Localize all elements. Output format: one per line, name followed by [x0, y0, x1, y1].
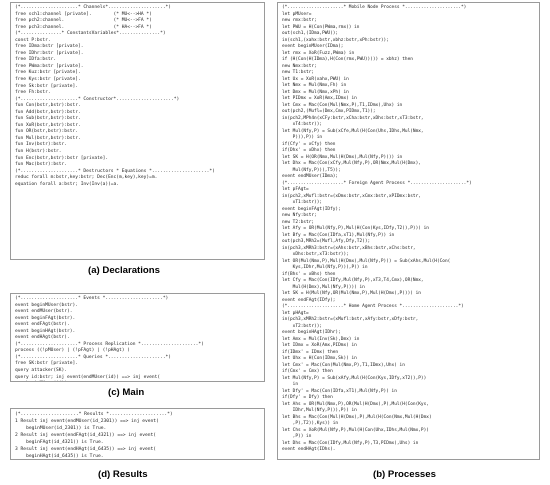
main-panel — [10, 293, 265, 382]
declarations-caption: (a) Declarations — [88, 265, 160, 276]
results-caption: (d) Results — [98, 469, 148, 480]
processes-caption: (b) Processes — [373, 469, 436, 480]
results-panel — [10, 408, 265, 460]
main-caption: (c) Main — [108, 387, 145, 398]
results-code: (*.....................* Results *.....................*) 1 Result inj event(endMUser(id_2301)) ==> inj event( beginMUser(id_2301)) is True. 2 Result inj event(endFAgt(id_4321)) ==> inj event( beginFAgt(id_4321)) is True. 3 Result inj event(endHAgt(id_6435)) ==> inj event( beginHAgt(id_6435)) is True. — [15, 412, 173, 459]
processes-panel — [277, 2, 540, 460]
declarations-panel — [10, 2, 265, 260]
main-code: (*.....................* Events *.....................*) event beginMUser(bstr). event endMUser(bstr). event beginFAgt(bstr). event endFAgt(bstr). event beginHAgt(bstr). event endHAgt(bstr). (*.....................* Process Replication *.....................*) process ((!pMUser) | (!pFAgt) | (!pHAgt) ) (*.....................* Queries *.....................*) free SK:bstr [private]. query attacker(SK). query id:bstr; inj event(endMUser(id)) ==> inj event( — [15, 296, 204, 380]
declarations-code: (*.....................* Channels*.....................*) free sch1:channel [private]. (* MU<-->HA *) free pch2:channel. (* MU<-->FA *) free pch3:channel. (* HA<-->FA *) (*...............* ConstantsVariables*...............*) const P:bstr. free IDma:bstr [private]. free IDhr:bstr [private]. free IDfa:bstr. free PWma:bstr [private]. free Kuz:bstr [private]. free Kys:bstr [private]. free Sk:bstr [private]. free Fh:bstr. (*.....................* Constructor*.....................*) fun Con(bstr,bstr):bstr. fun Add(bstr,bstr):bstr. fun Sub(bstr,bstr):bstr. fun XoR(bstr,bstr):bstr. fun OR(bstr,bstr):bstr. fun Mul(bstr,bstr):bstr. fun Inv(bstr):bstr. fun H(bstr):bstr. fun Enc(bstr,bstr):bstr [private]. fun Mac(bstr):bstr. (*.....................* Destructors * Equations *.....................*) reduc forall m:bstr,key:bstr; Dec(Enc(m,key),key)=m. equation forall a:bstr; Inv(Inv(a))=a. — [15, 5, 215, 187]
processes-code: (*.....................* Mobile Node Process *.....................*) let pMUser= new rmx:bstr; let PWU = H(Con(PWma,rmx)) in out(sch1,(IDma,PWU)); in(sch1,(xahx:bstr,xbhz:bstr,xPh:bstr)); event beginMUser(IDma); let rmx = XoR(Fuzz,PWma) in if (H(Con(H(IDma),H(Con(rmx,PWU))))) = xbhz) then new Nmx:bstr; new T1:bstr; let Ux = XoR(xahx,PWU) in let Nmx = Mul(Nmx,Fh) in let Dmx = Mul(Nmx,xPh) in let PIDmx = XoR(Amx,IDmx) in let Cmx = Mac(Con(Mul(Nmx,P),T1,IDmx),Uhx) in out(pch2,(Mufl=(Dmx,Cmx,PIDmx,T1)); in(pch2,MPh4n(xCFy:bstr,xCha:bstr,xDhs:bstr,xT3:bstr, xT4:bstr)); let Mul(Nfy,P) = Sub(xCfe,Mul(H(Con(Uhs,IDhs,Mul(Nmx, P))),P)) in if(Cfy' = xCfy) then if(Dhx' = xDhx) then let SK = H(OR(Nmx,Mul(H(Dmx),Mul(Nfy,P)))) in let Dhx = Mac(Con(xCfy,Mul(Nfy,P),OR(Nmx,Mul(H(Dmx), Mul(Nfy,P))),T5)); event endMUser(IDma); (*.....................* Foreign Agent Process *.....................*) let pFAgt= in(pch2,xMufl:bstr=(xDmx:bstr,xCmx:bstr,xPIDmx:bstr, xT1:bstr)); event beginFAgt(IDfy); new Nfy:bstr; new T2:bstr; let Afy = OR(Mul(Nfy,P),Mul(H(Con(Kys,IDfy,T2)),P))) in let Bfy = Mac(Con(IDfa,xT1),Mul(Nfy,P)) in out(pch3,MRh2=(Mufl,Afy,Dfy,T2)); in(pch3,xMRh3:bstr=(xAhs:bstr,xBhs:bstr,xChs:bstr, xDhs:bstr,xT3:bstr)); let OR(Mul(Nmx,P),Mul(H(Dmx),Mul(Nfy,P))) = Sub(xAhs,Mul(H(Con( Kys,IDhr,Mul(Nfy,P))),P)) in if(Bhs' = xBhs) then let Cfy = Mac(Con(IDfy,Mul(Nfy,P),xT3,T4,Cmx),OR(Nmx, Mul(H(Dmx),Mul(Nfy,P)))) in let SK = H(Mul(Nfy,OR(Mul(Nmx,P),Mul(H(Dmx),P)))) in event endFAgt(IDfy); (*.....................* Home Agent Process *.....................*) let pHAgt= in(pch3,xMRh2:bstr=(xMufl:bstr,xAfy:bstr,xDfy:bstr, xT2:bstr)); event beginHAgt(IDhr); let Amx = Mul(Inv(Sk),Dmx) in let IDmx = XoR(Amx,PIDmx) in if(IDmx' = IDmx) then let Uhx = H(Con(IDmx,Sk)) in let Cmx' = Mac(Con(Mul(Nmx,P),T1,IDmx),Uhx) in if(Cmx' = Cmx) then let Mul(Nfy,P) = Sub(xAfy,Mul(H(Con(Kys,IDfy,xT2)),P)) in let Dfy' = Mac(Con(IDfa,xT1),Mul(Nfy,P)) in if(Dfy' = Dfy) then let Ahs = OR(Mul(Nmx,P),OR(Mul(H(Dmx),P),Mul(H(Con(Kys, IDhr,Mul(Nfy,P))),P)) in let Bhs = Mac(Con(Mul(H(Dmx),P),Mul(H(Con(Nmx,Mul(H(Dmx) ,P),T2)),Kys)) in let Chs = XoR(Mul(Nfy,P),Mul(H(Con(Uhx,IDhs,Mul(Nmx,P)) ,P)) in let Dhs = Mac(Con(IDfy,Mul(Nfy,P),T3,PIDmx),Uhs) in event endHAgt(IDhs). — [282, 5, 472, 452]
